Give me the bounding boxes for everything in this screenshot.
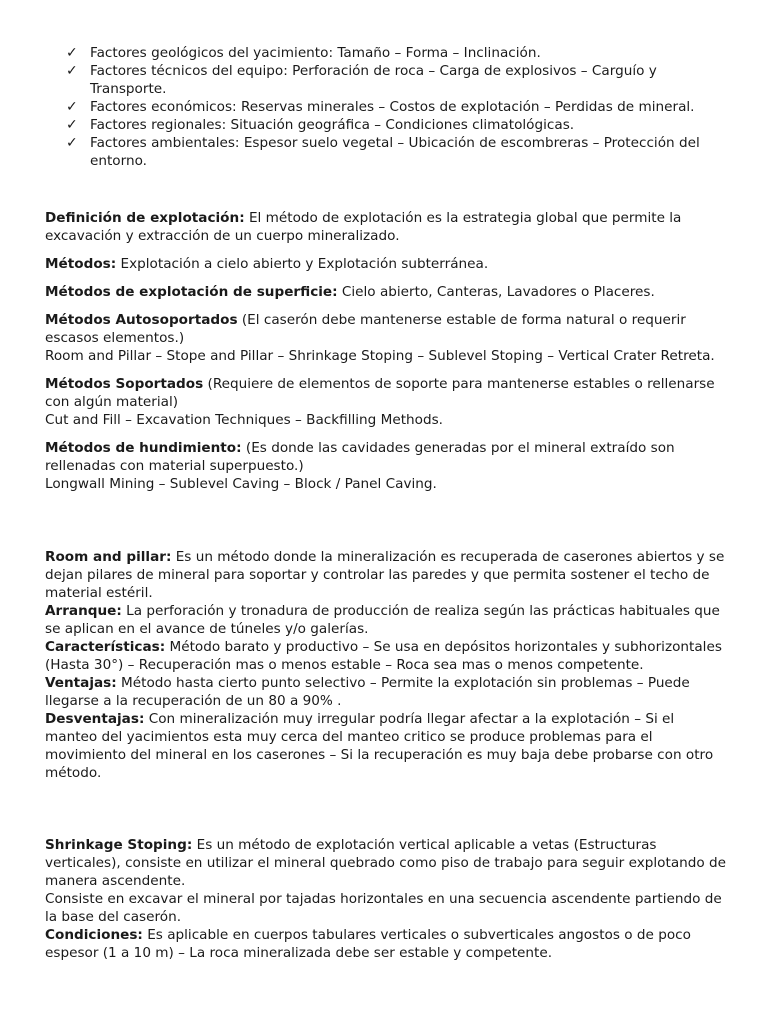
arranque-label: Arranque: <box>45 603 122 619</box>
room-pillar-paragraph <box>45 548 730 602</box>
metodos-label: Métodos: <box>45 256 117 272</box>
checkmark-icon: ✓ <box>66 117 78 133</box>
definitions-section <box>45 209 730 503</box>
soportados-list: Cut and Fill – Excavation Techniques – Backfilling Methods. <box>45 412 444 428</box>
caracteristicas-text: Método barato y productivo – Se usa en depósitos horizontales y subhorizontales (Hasta 30°) – Recuperación mas o menos estable – Roca sea mas o menos competente. <box>45 639 722 673</box>
shrinkage-paragraph-2: Consiste en excavar el mineral por tajadas horizontales en una secuencia ascendente partiendo de la base del caserón. <box>45 891 722 925</box>
checklist-item <box>66 116 726 134</box>
checklist-item <box>66 134 726 170</box>
checkmark-icon: ✓ <box>66 99 78 115</box>
factors-checklist <box>66 44 726 170</box>
checkmark-icon: ✓ <box>66 135 78 151</box>
shrinkage-label: Shrinkage Stoping: <box>45 837 193 853</box>
ventajas-paragraph <box>45 674 730 710</box>
arranque-text: La perforación y tronadura de producción de realiza según las prácticas habituales que se aplican en el avance de túneles y/o galerías. <box>45 603 720 637</box>
condiciones-paragraph <box>45 926 730 962</box>
checkmark-icon: ✓ <box>66 63 78 79</box>
desventajas-text: Con mineralización muy irregular podría llegar afectar a la explotación – Si el manteo del yacimientos esta muy cerca del manteo critico se produce problemas para el movimiento del mineral en los caserones – Si la recuperación es muy baja debe probarse con otro método. <box>45 711 714 781</box>
superficie-text: Cielo abierto, Canteras, Lavadores o Placeres. <box>337 284 655 300</box>
condiciones-label: Condiciones: <box>45 927 143 943</box>
definicion-label: Definición de explotación: <box>45 210 245 226</box>
hundimiento-list: Longwall Mining – Sublevel Caving – Block / Panel Caving. <box>45 476 437 492</box>
room-and-pillar-section <box>45 548 730 782</box>
caracteristicas-label: Características: <box>45 639 166 655</box>
superficie-paragraph <box>45 283 730 301</box>
arranque-paragraph <box>45 602 730 638</box>
definicion-text: El método de explotación es la estrategia global que permite la excavación y extracción de un cuerpo mineralizado. <box>45 210 682 244</box>
metodos-text: Explotación a cielo abierto y Explotación subterránea. <box>116 256 489 272</box>
desventajas-paragraph <box>45 710 730 782</box>
room-pillar-text: Es un método donde la mineralización es recuperada de caserones abiertos y se dejan pilares de mineral para soportar y controlar las paredes y que permita sostener el techo de material estéril. <box>45 549 725 601</box>
ventajas-label: Ventajas: <box>45 675 117 691</box>
ventajas-text: Método hasta cierto punto selectivo – Permite la explotación sin problemas – Puede llegarse a la recuperación de un 80 a 90% . <box>45 675 690 709</box>
checkmark-icon: ✓ <box>66 45 78 61</box>
checklist-item <box>66 44 726 62</box>
shrinkage-stoping-section <box>45 836 730 962</box>
definicion-paragraph <box>45 209 730 245</box>
autosoportados-paragraph <box>45 311 730 365</box>
factor-text: Factores económicos: Reservas minerales – Costos de explotación – Perdidas de mineral. <box>90 99 695 115</box>
autosoportados-list: Room and Pillar – Stope and Pillar – Shrinkage Stoping – Sublevel Stoping – Vertical Crater Retreta. <box>45 348 715 364</box>
room-pillar-label: Room and pillar: <box>45 549 172 565</box>
factor-text: Factores geológicos del yacimiento: Tamaño – Forma – Inclinación. <box>90 45 541 61</box>
hundimiento-text: (Es donde las cavidades generadas por el mineral extraído son rellenadas con material superpuesto.) <box>45 440 675 474</box>
checklist-item <box>66 98 726 116</box>
autosoportados-text: (El caserón debe mantenerse estable de forma natural o requerir escasos elementos.) <box>45 312 686 346</box>
superficie-label: Métodos de explotación de superficie: <box>45 284 338 300</box>
shrinkage-paragraph <box>45 836 730 890</box>
caracteristicas-paragraph <box>45 638 730 674</box>
soportados-label: Métodos Soportados <box>45 376 204 392</box>
factor-text: Factores ambientales: Espesor suelo vegetal – Ubicación de escombreras – Protección del entorno. <box>90 135 700 169</box>
checklist-item <box>66 62 726 98</box>
condiciones-text: Es aplicable en cuerpos tabulares verticales o subverticales angostos o de poco espesor (1 a 10 m) – La roca mineralizada debe ser estable y competente. <box>45 927 691 961</box>
shrinkage-text: Es un método de explotación vertical aplicable a vetas (Estructuras verticales), consiste en utilizar el mineral quebrado como piso de trabajo para seguir explotando de manera ascendente. <box>45 837 727 889</box>
hundimiento-label: Métodos de hundimiento: <box>45 440 242 456</box>
autosoportados-label: Métodos Autosoportados <box>45 312 238 328</box>
factor-text: Factores regionales: Situación geográfica – Condiciones climatológicas. <box>90 117 575 133</box>
metodos-paragraph <box>45 255 730 273</box>
soportados-paragraph <box>45 375 730 429</box>
desventajas-label: Desventajas: <box>45 711 145 727</box>
soportados-text: (Requiere de elementos de soporte para mantenerse estables o rellenarse con algún material) <box>45 376 715 410</box>
factor-text: Factores técnicos del equipo: Perforación de roca – Carga de explosivos – Carguío y Transporte. <box>90 63 657 97</box>
hundimiento-paragraph <box>45 439 730 493</box>
